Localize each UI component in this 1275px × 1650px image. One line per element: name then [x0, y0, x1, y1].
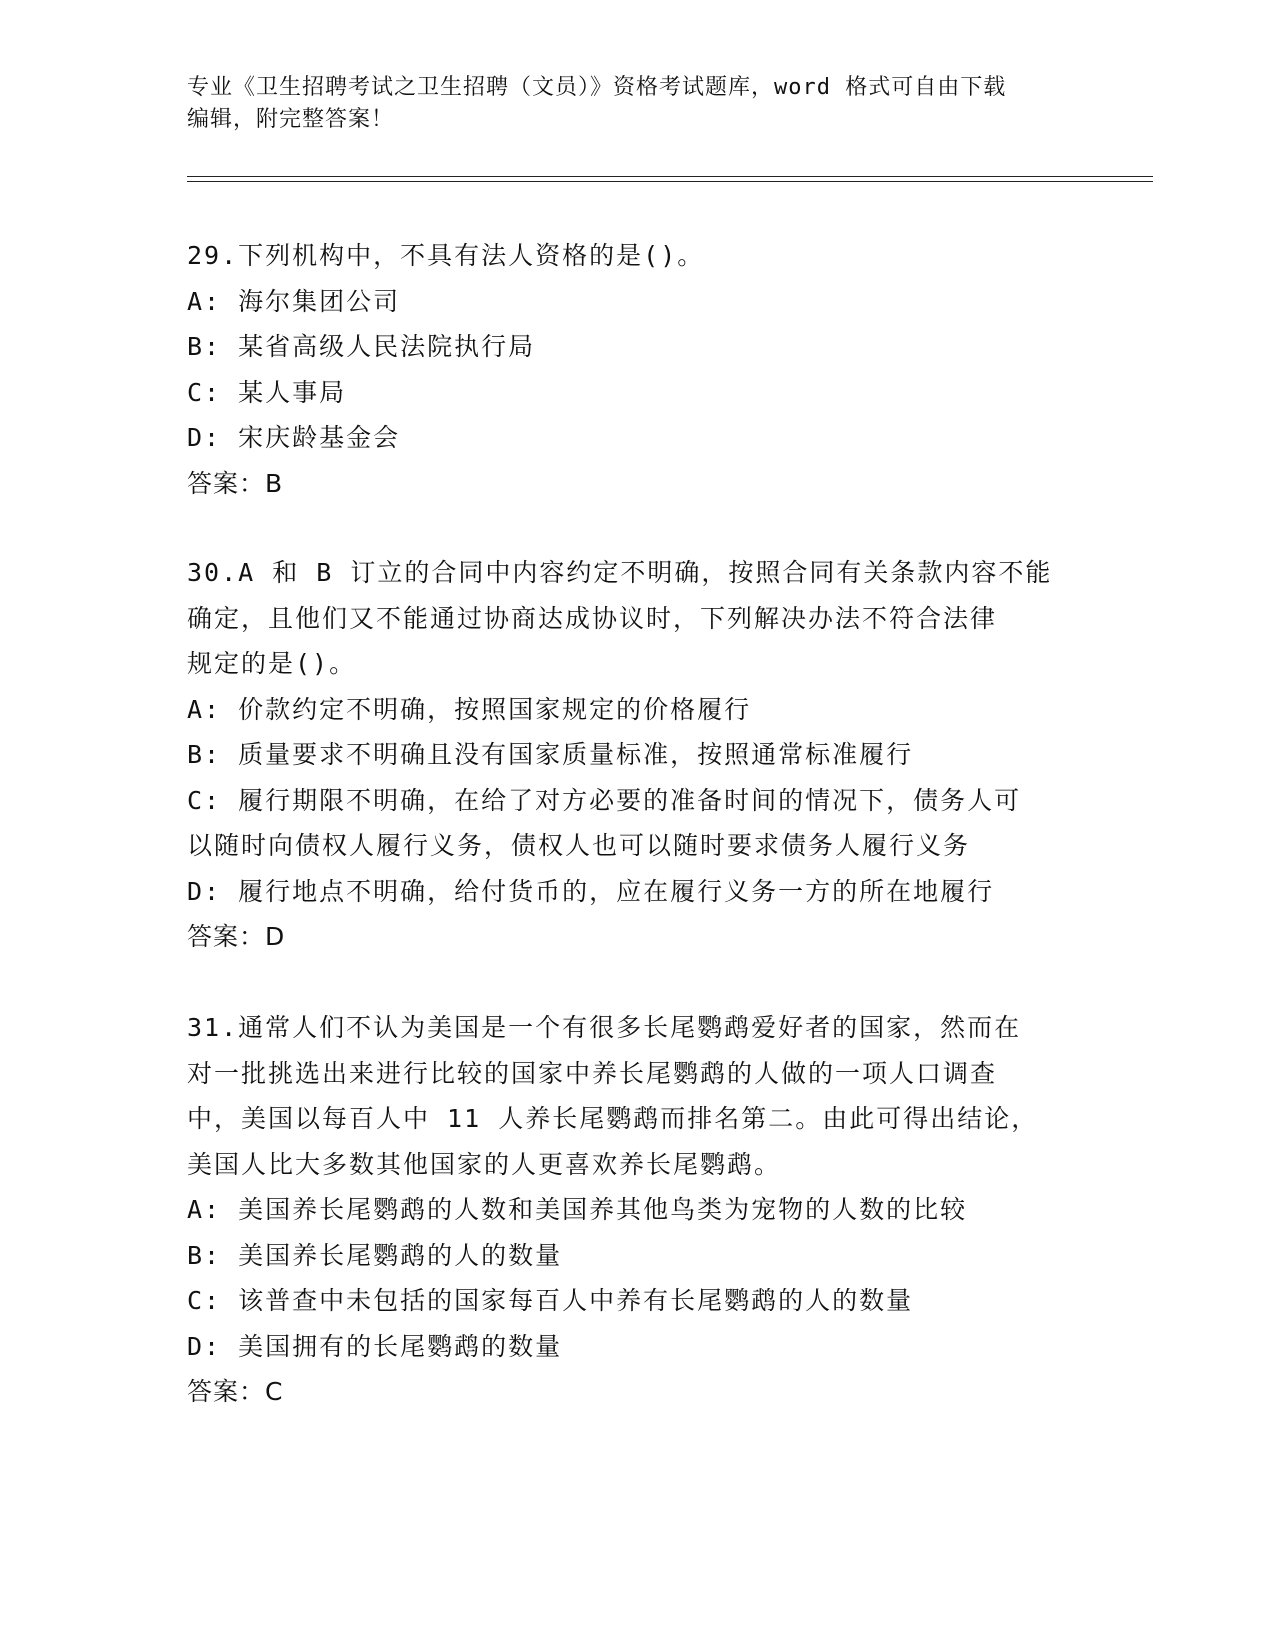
option-a: A: 海尔集团公司: [187, 286, 401, 316]
header-line-2: 编辑，附完整答案！: [187, 107, 395, 132]
option-d: D: 履行地点不明确，给付货币的，应在履行义务一方的所在地履行: [187, 876, 995, 906]
option-b: B: 质量要求不明确且没有国家质量标准，按照通常标准履行: [187, 740, 914, 769]
option-a: A: 美国养长尾鹦鹉的人数和美国养其他鸟类为宠物的人数的比较: [187, 1195, 968, 1224]
question-stem-line: 29.下列机构中，不具有法人资格的是()。: [187, 241, 705, 270]
header-line-1: 专业《卫生招聘考试之卫生招聘（文员）》资格考试题库，word 格式可自由下载: [187, 75, 1007, 100]
answer-line: 答案：C: [187, 1377, 284, 1406]
question-stem-line: 确定，且他们又不能通过协商达成协议时，下列解决办法不符合法律: [187, 603, 998, 633]
answer-line: 答案：B: [187, 468, 284, 498]
question-stem-line: 中，美国以每百人中 11 人养长尾鹦鹉而排名第二。由此可得出结论，: [187, 1104, 1039, 1133]
answer-line: 答案：D: [187, 922, 286, 951]
option-d: D: 美国拥有的长尾鹦鹉的数量: [187, 1331, 563, 1361]
header-divider-bottom: [187, 181, 1153, 182]
question-31: [187, 1005, 1072, 1415]
option-c: C: 某人事局: [187, 377, 347, 407]
option-d: D: 宋庆龄基金会: [187, 423, 401, 452]
header-divider-top: [187, 176, 1153, 177]
question-stem-line: 31.通常人们不认为美国是一个有很多长尾鹦鹉爱好者的国家，然而在: [187, 1013, 1022, 1042]
option-a: A: 价款约定不明确，按照国家规定的价格履行: [187, 694, 752, 724]
question-stem-line: 规定的是()。: [187, 649, 357, 678]
question-stem-line: 30.A 和 B 订立的合同中内容约定不明确，按照合同有关条款内容不能: [187, 558, 1053, 587]
option-b: B: 美国养长尾鹦鹉的人的数量: [187, 1240, 563, 1270]
question-stem-line: 美国人比大多数其他国家的人更喜欢养长尾鹦鹉。: [187, 1149, 782, 1179]
option-b: B: 某省高级人民法院执行局: [187, 332, 536, 361]
question-29: [187, 233, 1072, 506]
document-header: [187, 72, 1067, 136]
question-30: [187, 550, 1072, 960]
option-c: C: 该普查中未包括的国家每百人中养有长尾鹦鹉的人的数量: [187, 1286, 914, 1315]
option-c-continued: 以随时向债权人履行义务，债权人也可以随时要求债务人履行义务: [187, 831, 971, 860]
question-stem-line: 对一批挑选出来进行比较的国家中养长尾鹦鹉的人做的一项人口调查: [187, 1058, 998, 1088]
option-c: C: 履行期限不明确，在给了对方必要的准备时间的情况下，债务人可: [187, 785, 1022, 815]
